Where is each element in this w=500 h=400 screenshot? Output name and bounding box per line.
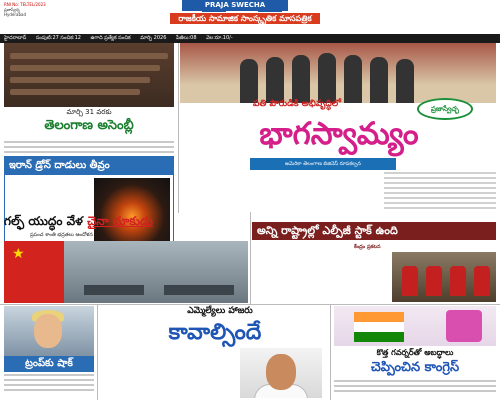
iran-headline: ఇరాన్ డ్రోన్ దాడులు తీవ్రం	[5, 157, 173, 175]
congress-kicker: కొత్త గవర్నర్‌తో అబద్ధాలు	[376, 348, 454, 357]
mla-photo	[240, 348, 322, 398]
column-divider	[250, 212, 251, 304]
gulf-headline-prefix: గల్ఫ్ యుద్ధం వేళ	[4, 214, 83, 228]
india-flag-icon	[354, 312, 404, 342]
gulf-subhead: ప్రపంచ శాంతి భద్రతలు ఆందోళన	[30, 232, 93, 238]
mla-kicker: ఎమ్మెల్యేలు హాజరు	[187, 306, 253, 316]
trump-headline[interactable]: ట్రంప్‌కు షాక్	[4, 356, 94, 372]
gulf-photo	[4, 241, 248, 303]
lpg-headline: అన్ని రాష్ట్రాల్లో ఎల్పీజీ స్టాక్ ఉంది	[252, 222, 496, 240]
brs-flag-icon	[446, 310, 482, 342]
section-divider	[0, 304, 500, 305]
dateline-place: హైదరాబాద్	[4, 35, 27, 41]
lead-strip: అమెరికా తెలంగాణ బిజినెస్ రూపకల్పన	[250, 158, 396, 170]
lead-photo	[180, 43, 496, 103]
lpg-story[interactable]	[252, 222, 496, 302]
lead-headline[interactable]: భాగస్వామ్యం	[259, 116, 419, 152]
dateline-date: మార్చి 2026	[140, 35, 167, 41]
masthead-meta-line: ప్రజాస్వేచ్ఛ	[4, 7, 21, 12]
trump-body-text	[4, 374, 94, 398]
dateline-price: వెల:రూ.10/-	[206, 35, 233, 41]
gulf-headline-highlight: చైనా దూకుడు	[87, 214, 153, 228]
mla-headline[interactable]: కావాల్సిందే	[168, 320, 262, 345]
masthead	[0, 0, 500, 34]
congress-body-text	[334, 380, 496, 398]
assembly-body-text	[4, 141, 174, 155]
dateline-issue-note: ఉగాది ప్రత్యేక సంచిక	[90, 35, 131, 41]
dateline-pages: పేజీలు:08	[175, 35, 197, 41]
lpg-photo	[392, 252, 496, 302]
gulf-headline[interactable]	[4, 212, 248, 230]
lpg-inset: కేంద్రం ప్రకటన	[354, 244, 381, 250]
masthead-meta-line: RNI No: TELTEL/2023	[4, 2, 46, 7]
masthead-brand: PRAJA SWECHA	[182, 0, 288, 11]
china-flag-icon: ★	[4, 241, 64, 303]
assembly-headline: తెలంగాణ అసెంబ్లీ	[44, 118, 134, 133]
column-divider	[97, 305, 98, 400]
assembly-story[interactable]	[4, 107, 174, 139]
congress-photo	[334, 306, 496, 346]
masthead-tagline: రాజకీయ సామాజిక సాంస్కృతిక మాసపత్రిక	[170, 13, 320, 24]
lead-side-column	[384, 172, 496, 222]
dateline-bar	[0, 34, 500, 43]
trump-photo	[4, 306, 94, 356]
lead-badge: ప్రజాస్వేచ్ఛ	[417, 98, 473, 120]
column-divider	[178, 43, 179, 213]
lead-kicker: పతి పౌరుడికి అభివృద్ధిలో	[252, 99, 342, 109]
masthead-meta	[4, 2, 96, 32]
congress-headline[interactable]: చెప్పించిన కాంగ్రెస్	[370, 360, 460, 375]
column-divider	[330, 305, 331, 400]
assembly-photo	[4, 43, 174, 113]
dateline-volume: సంపుటి:27 సంచిక:12	[35, 35, 81, 41]
assembly-kicker: మార్చి 31 వరకు	[66, 108, 112, 116]
masthead-meta-line: Hyderabad	[4, 12, 26, 17]
